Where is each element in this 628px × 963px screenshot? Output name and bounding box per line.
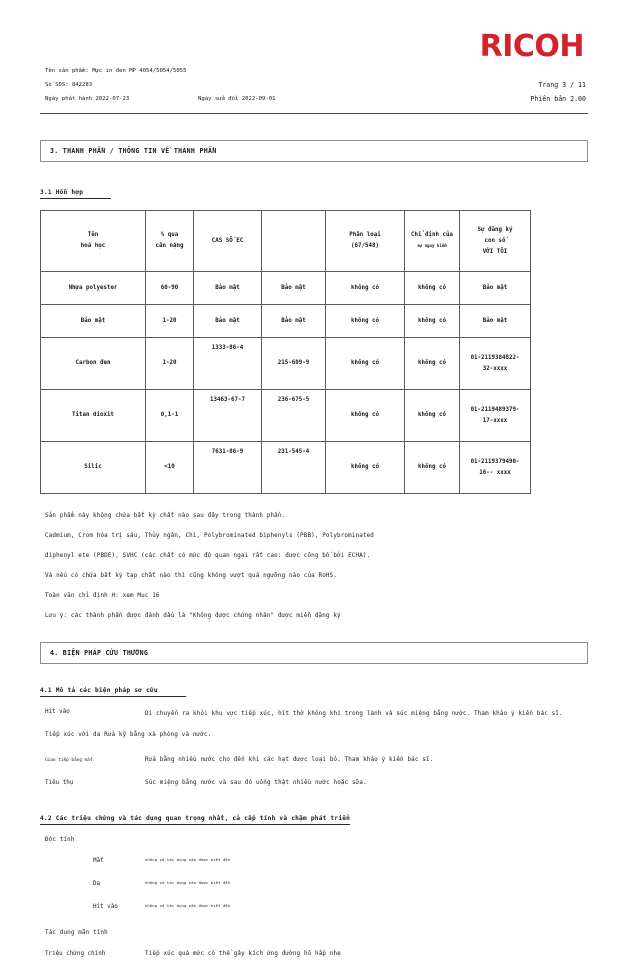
- symptom-skin: [40, 881, 588, 893]
- cell-hazard: không có: [405, 338, 460, 390]
- revision-date: Ngày sửa đổi 2022-09-01: [198, 96, 276, 102]
- symptom-skin-label: Da: [93, 880, 101, 887]
- cell-classification: không có: [326, 305, 405, 338]
- first-aid-ingestion-value: Súc miệng bằng nước và sau đó uống thật nhiều nước hoặc sữa.: [145, 780, 367, 787]
- table-header-row: [41, 211, 531, 272]
- document-header: [40, 62, 588, 114]
- acute-toxicity-label: Độc tính: [45, 837, 75, 844]
- note-line: Cadmium, Crom hóa trị sáu, Thủy ngân, Chì, Polybrominated biphenyls (PBB), Polybrominated: [45, 533, 374, 540]
- cell-cas: 7631-86-9: [194, 442, 262, 494]
- section-3-title: 3. THÀNH PHẦN / THÔNG TIN VỀ THÀNH PHẦN: [50, 147, 217, 155]
- table-row: [41, 338, 531, 390]
- cell-classification: không có: [326, 338, 405, 390]
- cell-chemical-name: Titan dioxit: [41, 390, 146, 442]
- chronic-effects-label: Tác dụng mãn tính: [45, 929, 108, 936]
- header-classification: Phân loại (67/548): [326, 211, 405, 272]
- first-aid-eye-label: Giao tiếp bằng mắt: [45, 758, 93, 764]
- cell-hazard: không có: [405, 442, 460, 494]
- symptom-eye-value: không có tác dụng nào được biết đến: [145, 856, 231, 862]
- header-registration-number: Sự đăng ký con số VỚI TÔI: [460, 211, 531, 272]
- cell-classification: không có: [326, 390, 405, 442]
- cell-cas: 1333-86-4: [194, 338, 262, 390]
- table-row: [41, 305, 531, 338]
- cell-registration: 01-2119384822- 32-xxxx: [460, 338, 531, 390]
- page-number: Trang 3 / 11: [538, 81, 586, 89]
- cell-classification: không có: [326, 442, 405, 494]
- symptom-skin-value: không có tác dụng nào được biết đến: [145, 879, 231, 885]
- main-symptoms-label: Triệu chứng chính: [45, 950, 106, 957]
- cell-ec: Bảo mật: [262, 272, 326, 305]
- cell-chemical-name: Nhựa polyester: [41, 272, 146, 305]
- composition-table: [40, 210, 531, 494]
- table-row: [41, 272, 531, 305]
- first-aid-eye-value: Rửa bằng nhiều nước cho đến khi các hạt được loại bỏ. Tham khảo ý kiến bác sĩ.: [145, 757, 434, 764]
- cell-ec: 236-675-5: [262, 390, 326, 442]
- note-line: Lưu ý: các thành phần được đánh dấu là "Không được chứng nhận" được miễn đăng ký: [45, 613, 341, 620]
- brand-header: [40, 0, 588, 62]
- version-number: Phiên bản 2.00: [530, 95, 586, 103]
- ricoh-logo: RICOH: [479, 29, 584, 64]
- sds-number: Số SDS: 842283: [45, 82, 93, 88]
- product-name: Tên sản phẩm: Mực in đen MP 4054/5054/5055: [45, 68, 187, 74]
- first-aid-ingestion-label: Tiêu thụ: [45, 780, 74, 787]
- cell-chemical-name: Silic: [41, 442, 146, 494]
- cell-weight: <10: [146, 442, 194, 494]
- cell-hazard: không có: [405, 305, 460, 338]
- cell-hazard: không có: [405, 390, 460, 442]
- header-divider: [40, 113, 588, 114]
- cell-weight: 0,1-1: [146, 390, 194, 442]
- subsection-4-2-title: 4.2 Các triệu chứng và tác dụng quan trọng nhất, cả cấp tính và chậm phát triển: [40, 815, 350, 825]
- symptom-eye: [40, 858, 588, 870]
- note-line: diphenyl ete (PBDE), SVHC (các chất có mức độ quan ngại rất cao: được công bố bởi ECHA).: [45, 553, 371, 560]
- first-aid-inhalation-value: Di chuyển ra khỏi khu vực tiếp xúc, hít thở không khí trong lành và súc miệng bằng nước. Tham khảo ý kiến bác sĩ.: [145, 711, 563, 718]
- first-aid-ingestion: [40, 780, 588, 792]
- cell-ec: Bảo mật: [262, 305, 326, 338]
- table-row: [41, 442, 531, 494]
- cell-cas: 13463-67-7: [194, 390, 262, 442]
- cell-chemical-name: Bảo mật: [41, 305, 146, 338]
- symptom-eye-label: Mắt: [93, 857, 104, 864]
- first-aid-inhalation: [40, 709, 588, 721]
- section-4-banner: [40, 642, 588, 664]
- cell-ec: 231-545-4: [262, 442, 326, 494]
- note-line: Toàn văn chỉ định H: xem Mục 16: [45, 593, 160, 600]
- cell-weight: 60-90: [146, 272, 194, 305]
- symptom-inhalation-value: không có tác dụng nào được biết đến: [145, 902, 231, 908]
- header-hazard-designation: Chỉ định của sự nguy hiểm: [405, 211, 460, 272]
- subsection-3-1-title: 3.1 Hỗn hợp: [40, 189, 111, 199]
- cell-registration: Bảo mật: [460, 272, 531, 305]
- cell-registration: 01-2119379490- 16-- xxxx: [460, 442, 531, 494]
- subsection-4-1: [40, 677, 588, 697]
- note-line: Sản phẩm này không chứa bất kỳ chất nào sau đây trong thành phần.: [45, 513, 286, 519]
- cell-hazard: không có: [405, 272, 460, 305]
- header-weight-percent: % qua cân nặng: [146, 211, 194, 272]
- first-aid-eye: [40, 757, 588, 769]
- subsection-3-1: [40, 179, 588, 199]
- symptom-inhalation-label: Hít vào: [93, 903, 118, 910]
- symptom-inhalation: [40, 904, 588, 916]
- cell-chemical-name: Carbon đen: [41, 338, 146, 390]
- subsection-4-1-title: 4.1 Mô tả các biện pháp sơ cứu: [40, 687, 186, 697]
- main-symptoms-value: Tiếp xúc quá mức có thể gây kích ứng đường hô hấp nhẹ: [145, 950, 341, 957]
- cell-weight: 1-20: [146, 338, 194, 390]
- main-symptoms: [40, 951, 588, 963]
- note-line: Và nếu có chứa bất kỳ tạp chất nào thì cũng không vượt quá ngưỡng nào của RoHS.: [45, 573, 338, 580]
- first-aid-skin: [40, 732, 588, 744]
- cell-registration: Bảo mật: [460, 305, 531, 338]
- section-3-banner: [40, 140, 588, 162]
- cell-classification: không có: [326, 272, 405, 305]
- cell-cas: Bảo mật: [194, 305, 262, 338]
- header-cas-number: CAS SỐ EC: [194, 211, 262, 272]
- first-aid-skin-label: Tiếp xúc với da Rửa kỹ bằng xà phòng và nước.: [45, 732, 212, 739]
- issue-date: Ngày phát hành 2022-07-23: [45, 96, 130, 102]
- cell-ec: 215-609-9: [262, 338, 326, 390]
- cell-registration: 01-2119489379- 17-xxxx: [460, 390, 531, 442]
- section-4-title: 4. BIỆN PHÁP CỨU THƯƠNG: [50, 649, 149, 658]
- composition-notes: [40, 513, 588, 620]
- table-row: [41, 390, 531, 442]
- header-chemical-name: Tên hoá học: [41, 211, 146, 272]
- subsection-4-2: [40, 805, 588, 825]
- first-aid-inhalation-label: Hít vào: [45, 709, 70, 716]
- header-ec-number: [262, 211, 326, 272]
- cell-cas: Bảo mật: [194, 272, 262, 305]
- cell-weight: 1-20: [146, 305, 194, 338]
